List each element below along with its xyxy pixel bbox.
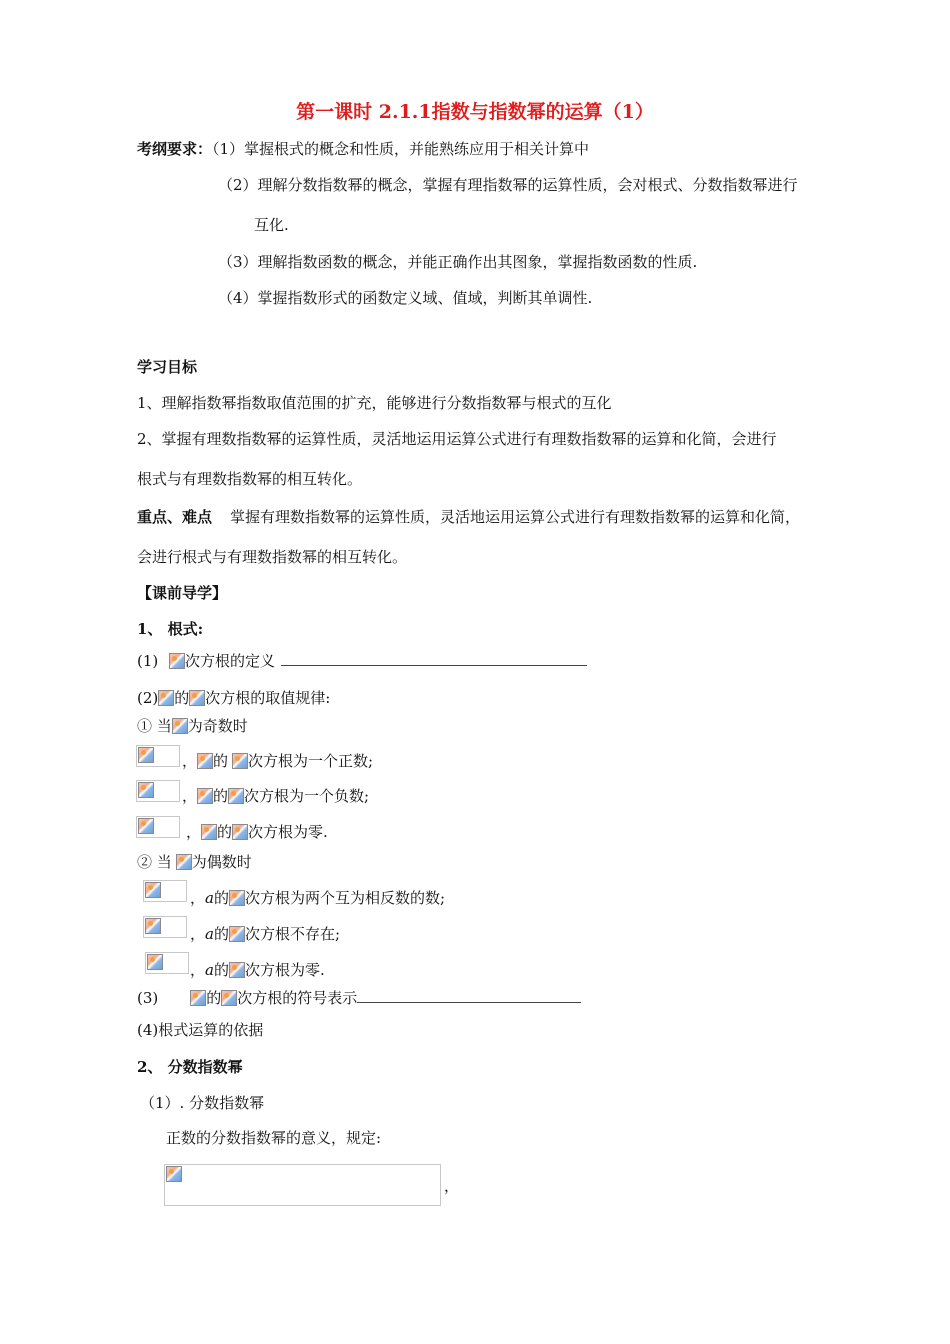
formula-image-icon <box>232 753 248 769</box>
root-notation-line: (3) 的 次方根的符号表示 <box>137 988 581 1008</box>
odd-rule-3: ， 的 次方根为零. <box>186 823 328 841</box>
odd-rule-2: ， 的 次方根为一个负数; <box>182 787 370 805</box>
formula-image-icon <box>138 818 154 834</box>
even-case-line: ② 当 为偶数时 <box>137 853 252 871</box>
goal-item-2: 2、掌握有理数指数幂的运算性质，灵活地运用运算公式进行有理数指数幂的运算和化简，会进行 <box>137 430 777 448</box>
formula-image-frame <box>143 880 187 902</box>
formula-image-icon <box>228 788 244 804</box>
formula-image-icon <box>158 690 174 706</box>
formula-image-icon <box>201 824 217 840</box>
syllabus-item-1: （1）掌握根式的概念和性质，并能熟练应用于相关计算中 <box>212 140 590 158</box>
keypoints-line-2: 会进行根式与有理数指数幂的相互转化。 <box>137 548 408 566</box>
formula-image-frame <box>136 780 180 802</box>
fraction-power-subheading: （1）. 分数指数幂 <box>140 1094 265 1112</box>
formula-image-icon <box>138 782 154 798</box>
syllabus-line-1 <box>137 139 589 159</box>
even-rule-3: ，a的 次方根为零. <box>190 961 325 979</box>
even-rule-2: ，a的 次方根不存在; <box>190 925 341 943</box>
formula-image-frame <box>136 745 180 767</box>
fraction-power-definition: 正数的分数指数幂的意义，规定: <box>166 1129 382 1147</box>
keypoints-line-1 <box>137 507 800 527</box>
formula-comma: ， <box>444 1177 460 1195</box>
formula-image-frame <box>145 952 189 974</box>
formula-image-icon <box>229 890 245 906</box>
keypoints-text: 掌握有理数指数幂的运算性质，灵活地运用运算公式进行有理数指数幂的运算和化简， <box>230 508 801 526</box>
syllabus-item-2-cont: 互化. <box>254 216 289 234</box>
keypoints-label: 重点、难点 <box>137 508 213 526</box>
goals-heading: 学习目标 <box>137 358 198 376</box>
root-rule-line: (2) 的 次方根的取值规律: <box>137 689 331 707</box>
odd-case-line: ① 当 为奇数时 <box>137 717 248 735</box>
formula-image-icon <box>147 954 163 970</box>
formula-image-icon <box>190 990 206 1006</box>
answer-blank[interactable] <box>357 988 581 1003</box>
odd-rule-1: ， 的 次方根为一个正数; <box>182 752 374 770</box>
formula-image-icon <box>172 718 188 734</box>
formula-image-icon <box>229 962 245 978</box>
formula-image-icon <box>189 690 205 706</box>
syllabus-item-4: （4）掌握指数形式的函数定义域、值域，判断其单调性. <box>218 289 593 307</box>
syllabus-item-3: （3）理解指数函数的概念，并能正确作出其图象，掌握指数函数的性质. <box>218 253 698 271</box>
formula-image-icon <box>232 824 248 840</box>
section-2-heading: 2、 分数指数幂 <box>137 1058 243 1076</box>
formula-image-icon <box>145 918 161 934</box>
formula-image-frame <box>143 916 187 938</box>
formula-image-frame <box>136 816 180 838</box>
goal-item-1: 1、理解指数幂指数取值范围的扩充，能够进行分数指数幂与根式的互化 <box>137 394 612 412</box>
formula-image-icon <box>229 926 245 942</box>
page-title: 第一课时 2.1.1指数与指数幂的运算（1） <box>296 101 654 123</box>
section-1-heading: 1、 根式: <box>137 620 204 638</box>
even-rule-1: ，a的 次方根为两个互为相反数的数; <box>190 889 446 907</box>
root-definition-line: (1) 次方根的定义 <box>137 651 587 671</box>
formula-image-icon <box>221 990 237 1006</box>
formula-image-icon <box>197 753 213 769</box>
root-basis-line: (4)根式运算的依据 <box>137 1021 264 1039</box>
preview-heading: 【课前导学】 <box>137 584 228 602</box>
formula-image-icon <box>197 788 213 804</box>
formula-image-frame <box>164 1164 441 1206</box>
goal-item-2-cont: 根式与有理数指数幂的相互转化。 <box>137 470 363 488</box>
answer-blank[interactable] <box>281 651 587 666</box>
syllabus-item-2: （2）理解分数指数幂的概念，掌握有理指数幂的运算性质，会对根式、分数指数幂进行 <box>218 176 798 194</box>
formula-image-icon <box>176 854 192 870</box>
formula-image-icon <box>145 882 161 898</box>
formula-image-icon <box>169 653 185 669</box>
syllabus-label: 考纲要求： <box>137 140 213 158</box>
formula-image-icon <box>138 747 154 763</box>
formula-image-icon <box>166 1166 182 1182</box>
